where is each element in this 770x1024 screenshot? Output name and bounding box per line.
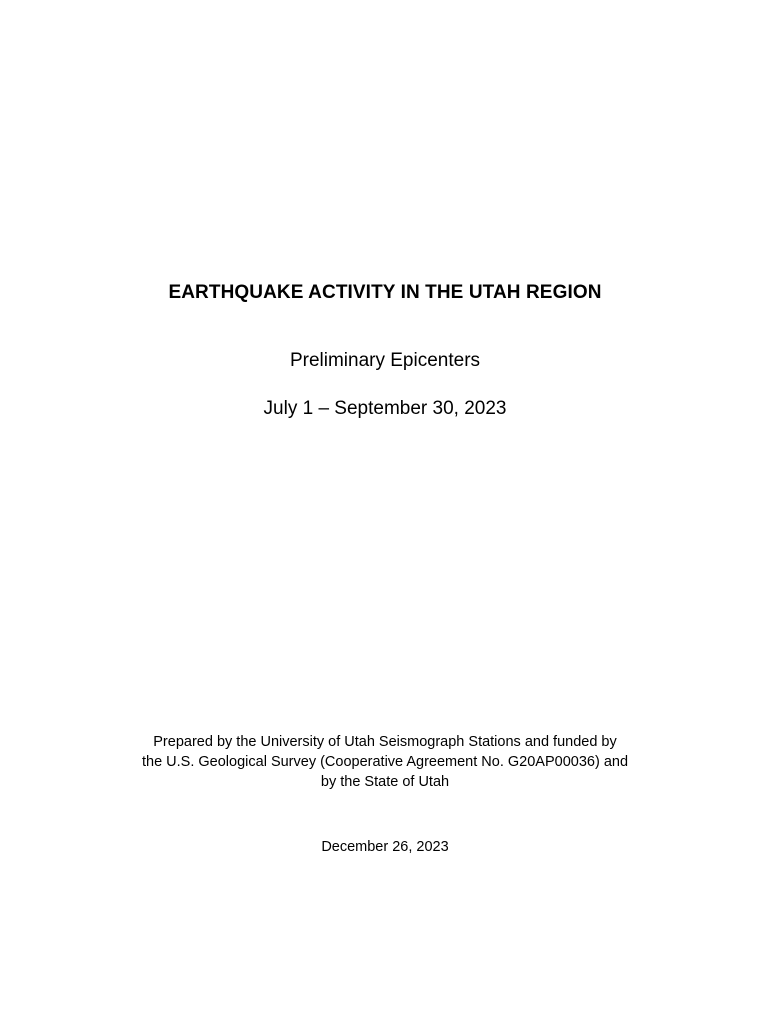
issue-date: December 26, 2023 [321,839,449,855]
report-subtitle: Preliminary Epicenters [289,350,481,371]
prepared-by-line-1: Prepared by the University of Utah Seismograph Stations and funded by [153,734,617,750]
prepared-by-statement [0,732,770,792]
report-title: EARTHQUAKE ACTIVITY IN THE UTAH REGION [168,282,602,303]
report-date-range: July 1 – September 30, 2023 [263,398,507,419]
prepared-by-line-2: the U.S. Geological Survey (Cooperative Agreement No. G20AP00036) and [141,754,629,770]
prepared-by-line-3: by the State of Utah [320,774,450,790]
